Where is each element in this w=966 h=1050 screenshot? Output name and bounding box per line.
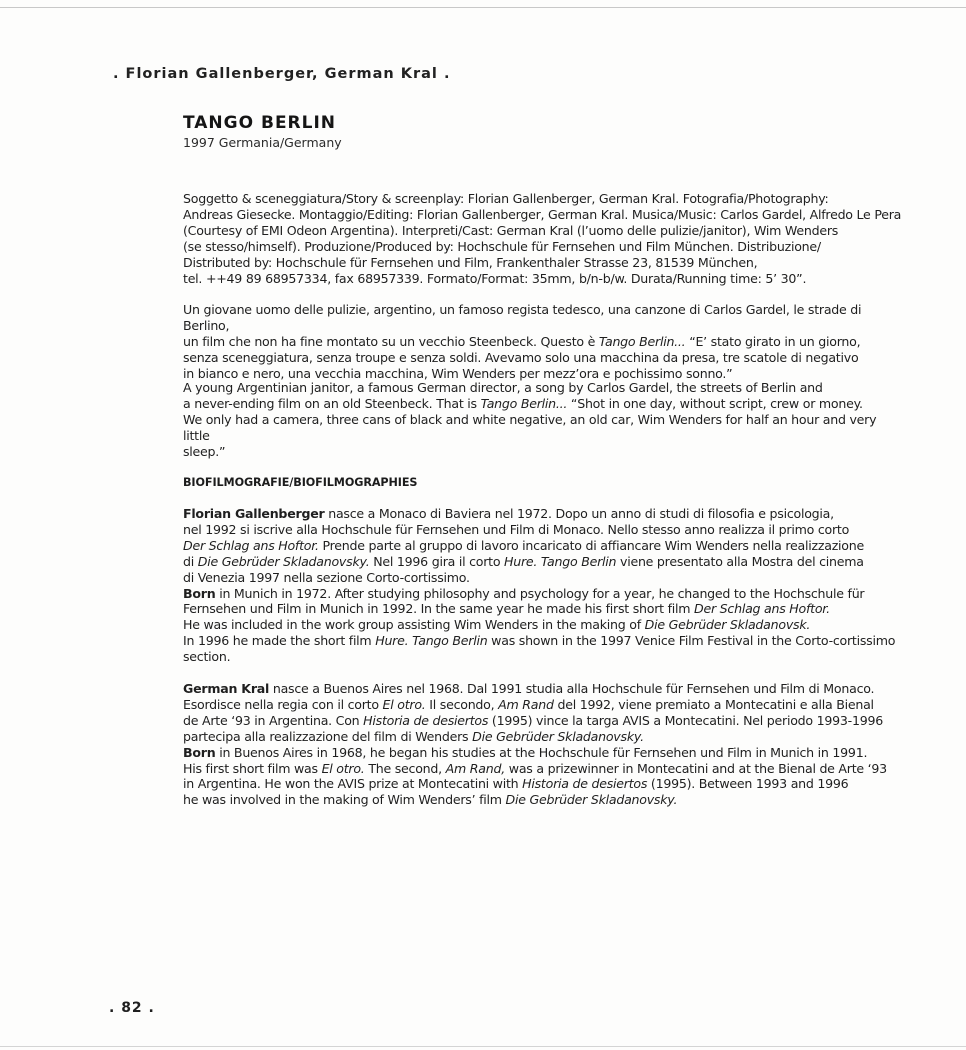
- bio-text: Fernsehen und Film in Munich in 1992. In the same year he made his first short film: [183, 601, 695, 617]
- page-number: . 82 .: [109, 1000, 155, 1016]
- credits-line: tel. ++49 89 68957334, fax 68957339. Formato/Format: 35mm, b/n-b/w. Durata/Running time: 5’ 30”.: [183, 270, 807, 286]
- film-title-italic: Die Gebrüder Skladanovsky.: [197, 553, 370, 569]
- synopsis-text: “Shot in one day, without script, crew or money.: [567, 395, 863, 411]
- film-title-italic: Historia de desiertos: [522, 776, 648, 792]
- synopsis-line: [183, 396, 903, 412]
- bio-line: [183, 729, 903, 745]
- synopsis-line: We only had a camera, three cans of black and white negative, an old car, Wim Wenders for half an hour and very little: [183, 411, 877, 443]
- bio-line: [183, 761, 903, 777]
- synopsis-line: in bianco e nero, una vecchia macchina, Wim Wenders per mezz’ora e pochissimo sonno.”: [183, 365, 733, 381]
- bio-line: [183, 554, 903, 570]
- synopsis-line: A young Argentinian janitor, a famous German director, a song by Carlos Gardel, the streets of Berlin and: [183, 380, 823, 395]
- bio-text: The second,: [364, 760, 446, 776]
- bio-text: viene presentato alla Mostra del cinema: [616, 553, 864, 569]
- bio-kral: [183, 681, 903, 808]
- scan-edge-top: [0, 7, 966, 8]
- film-title-italic: Der Schlag ans Hoftor.: [694, 601, 830, 617]
- bio-text: di: [183, 553, 198, 569]
- bio-text: del 1992, viene premiato a Montecatini e alla Bienal: [553, 696, 874, 712]
- synopsis-text: a never-ending film on an old Steenbeck. That is: [183, 395, 481, 411]
- film-title-italic: El otro.: [321, 760, 365, 776]
- bio-name: German Kral: [183, 681, 270, 696]
- bio-line: [183, 713, 903, 729]
- bio-text: was shown in the 1997 Venice Film Festival in the Corto-cortissimo: [487, 633, 896, 649]
- film-title-italic: Hure. Tango Berlin: [375, 633, 488, 649]
- synopsis-line: sleep.”: [183, 443, 226, 459]
- credits-line: (se stesso/himself). Produzione/Produced by: Hochschule für Fernsehen und Film München. Distribuzione/: [183, 238, 821, 254]
- bio-line: [183, 538, 903, 554]
- bio-name: Florian Gallenberger: [183, 506, 325, 521]
- bio-text: Il secondo,: [425, 696, 499, 712]
- bio-text: partecipa alla realizzazione del film di Wenders: [183, 728, 473, 744]
- bio-text: he was involved in the making of Wim Wenders’ film: [183, 792, 506, 808]
- bio-text: (1995). Between 1993 and 1996: [647, 776, 849, 792]
- film-title-italic: Die Gebrüder Skladanovsk.: [644, 617, 811, 633]
- credits-line: Distributed by: Hochschule für Fernsehen und Film, Frankenthaler Strasse 23, 81539 München,: [183, 254, 758, 270]
- bio-text: Nel 1996 gira il corto: [369, 553, 505, 569]
- film-title-italic: Hure. Tango Berlin: [504, 553, 617, 569]
- bio-gallenberger: [183, 506, 903, 665]
- bio-text: in Argentina. He won the AVIS prize at Montecatini with: [183, 776, 523, 792]
- bio-text: de Arte ‘93 in Argentina. Con: [183, 712, 364, 728]
- film-title-italic: Die Gebrüder Skladanovsky.: [505, 792, 678, 808]
- film-title: TANGO BERLIN: [183, 113, 337, 133]
- bio-line: di Venezia 1997 nella sezione Corto-cortissimo.: [183, 569, 470, 585]
- film-title-italic: Der Schlag ans Hoftor.: [183, 537, 319, 553]
- synopsis-text: un film che non ha fine montato su un vecchio Steenbeck. Questo è: [183, 333, 599, 349]
- film-title-italic: Am Rand,: [445, 760, 506, 776]
- bio-line: [183, 792, 903, 808]
- synopsis-text: “E’ stato girato in un giorno,: [685, 333, 861, 349]
- synopsis-line: Un giovane uomo delle pulizie, argentino, un famoso regista tedesco, una canzone di Carlos Gardel, le strade di Berlino,: [183, 302, 862, 333]
- bio-line: section.: [183, 649, 231, 665]
- bio-born: Born: [183, 585, 216, 601]
- film-title-italic: El otro.: [382, 696, 426, 712]
- synopsis-line: [183, 334, 903, 350]
- bio-born: Born: [183, 744, 216, 760]
- bio-text: was a prizewinner in Montecatini and at the Bienal de Arte ‘93: [505, 760, 887, 776]
- bio-line: [183, 506, 903, 522]
- film-title-italic: Tango Berlin...: [480, 395, 568, 411]
- synopsis-italian: [183, 302, 903, 382]
- film-title-italic: Historia de desiertos: [363, 712, 489, 728]
- bio-line: nel 1992 si iscrive alla Hochschule für Fernsehen und Film di Monaco. Nello stesso anno realizza il primo corto: [183, 521, 850, 537]
- bio-text: Esordisce nella regia con il corto: [183, 696, 383, 712]
- bio-line: [183, 697, 903, 713]
- credits-line: Andreas Giesecke. Montaggio/Editing: Florian Gallenberger, German Kral. Musica/Music: Carlos Gardel, Alfredo Le Pera: [183, 206, 902, 222]
- bio-text: nasce a Monaco di Baviera nel 1972. Dopo un anno di studi di filosofia e psicologia,: [324, 506, 834, 521]
- bio-text: in Munich in 1972. After studying philosophy and psychology for a year, he changed to the Hochschule für: [215, 585, 865, 601]
- bio-line: [183, 776, 903, 792]
- bio-text: (1995) vince la targa AVIS a Montecatini. Nel periodo 1993-1996: [488, 712, 884, 728]
- bio-text: nasce a Buenos Aires nel 1968. Dal 1991 studia alla Hochschule für Fernsehen und Film di Monaco.: [269, 681, 875, 696]
- film-title-italic: Tango Berlin...: [598, 333, 686, 349]
- bio-text: His first short film was: [183, 760, 322, 776]
- synopsis-line: senza sceneggiatura, senza troupe e senza soldi. Avevamo solo una macchina da presa, tre scatole di negativo: [183, 349, 859, 365]
- bio-text: in Buenos Aires in 1968, he began his studies at the Hochschule für Fernsehen und Film in Munich in 1991.: [215, 744, 868, 760]
- bio-line: [183, 633, 903, 649]
- film-title-italic: Am Rand: [498, 696, 554, 712]
- page-header-authors: . Florian Gallenberger, German Kral .: [113, 66, 451, 82]
- bio-line: [183, 601, 903, 617]
- bio-line: [183, 745, 903, 761]
- bio-text: Prende parte al gruppo di lavoro incaricato di affiancare Wim Wenders nella realizzazione: [318, 537, 864, 553]
- credits-line: Soggetto & sceneggiatura/Story & screenplay: Florian Gallenberger, German Kral. Fotografia/Photography:: [183, 191, 829, 206]
- bio-text: In 1996 he made the short film: [183, 633, 376, 649]
- credits-block: [183, 191, 903, 286]
- film-title-italic: Die Gebrüder Skladanovsky.: [472, 728, 644, 744]
- bio-line: [183, 586, 903, 602]
- bio-text: He was included in the work group assisting Wim Wenders in the making of: [183, 617, 645, 633]
- bio-line: [183, 681, 903, 697]
- biofilmography-heading: BIOFILMOGRAFIE/BIOFILMOGRAPHIES: [183, 476, 418, 489]
- credits-line: (Courtesy of EMI Odeon Argentina). Interpreti/Cast: German Kral (l’uomo delle pulizie/janitor), Wim Wenders: [183, 222, 839, 238]
- bio-line: [183, 617, 903, 633]
- film-year-country: 1997 Germania/Germany: [183, 135, 342, 150]
- synopsis-english: [183, 380, 903, 460]
- scan-edge-bottom: [0, 1046, 966, 1047]
